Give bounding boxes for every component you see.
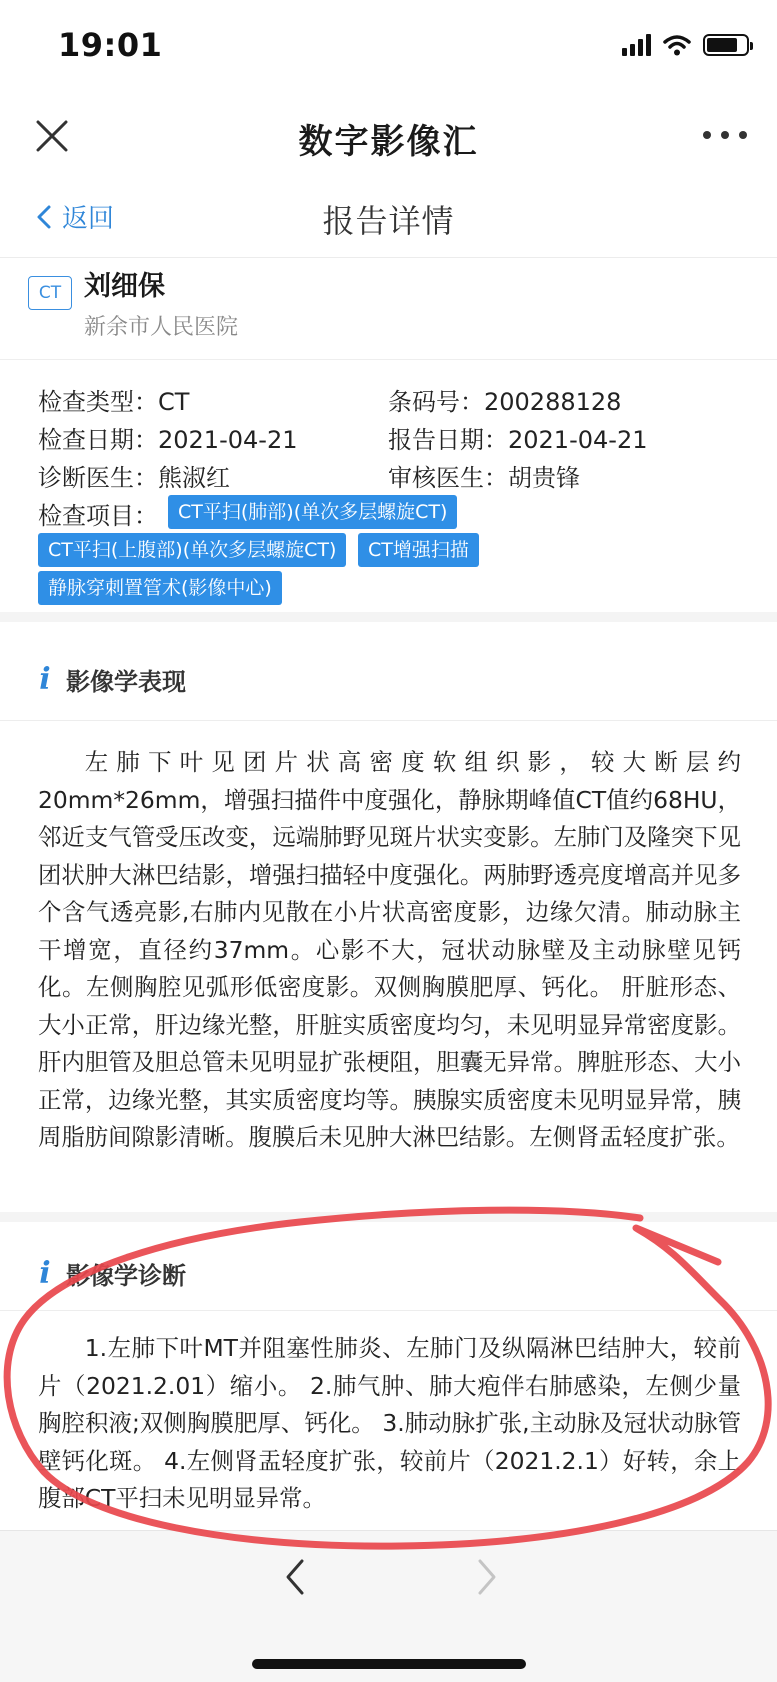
exam-date [38, 420, 297, 455]
findings-heading-label: 影像学表现 [66, 668, 186, 696]
exam-date-label: 检查日期： [38, 426, 158, 454]
divider [0, 720, 777, 721]
exam-item-tag: 静脉穿刺置管术(影像中心) [38, 571, 282, 605]
sub-nav [0, 180, 777, 258]
barcode [388, 382, 621, 417]
diagnosis-section [0, 1222, 777, 1530]
hospital-name: 新余市人民医院 [84, 315, 239, 340]
more-options-icon[interactable] [703, 120, 747, 150]
barcode-value: 200288128 [484, 388, 622, 416]
chevron-left-icon[interactable] [278, 1555, 312, 1599]
status-time: 19:01 [58, 26, 163, 64]
cellular-signal-icon [622, 34, 651, 56]
exam-type-value: CT [158, 388, 190, 416]
diagnosis-heading [38, 1256, 186, 1291]
reviewing-doctor [388, 458, 580, 493]
battery-icon [703, 34, 749, 56]
exam-type [38, 382, 189, 417]
report-date [388, 420, 647, 455]
doctor-value: 熊淑红 [158, 464, 230, 492]
reviewer-value: 胡贵锋 [508, 464, 580, 492]
nav-bar [0, 90, 777, 180]
exam-item-tag: CT平扫(上腹部)(单次多层螺旋CT) [38, 533, 346, 567]
exam-type-label: 检查类型： [38, 388, 158, 416]
patient-name: 刘细保 [84, 271, 165, 302]
status-icons [622, 34, 749, 56]
exam-item-tag: CT增强扫描 [358, 533, 479, 567]
exam-info [0, 362, 777, 622]
reviewer-label: 审核医生： [388, 464, 508, 492]
info-icon: i [39, 662, 51, 697]
report-date-value: 2021-04-21 [508, 426, 648, 454]
barcode-label: 条码号： [388, 388, 484, 416]
page-title: 报告详情 [322, 202, 455, 240]
findings-text: 左肺下叶见团片状高密度软组织影，较大断层约20mm*26mm，增强扫描件中度强化，静脉期峰值CT值约68HU，邻近支气管受压改变，远端肺野见斑片状实变影。左肺门及隆突下见团状肿大淋巴结影，增强扫描轻中度强化。两肺野透亮度增高并见多个含气透亮影,右肺内见散在小片状高密度影，边缘欠清。肺动脉主干增宽，直径约37mm。心影不大，冠状动脉壁及主动脉壁见钙化。左侧胸腔见弧形低密度影。双侧胸膜肥厚、钙化。 肝脏形态、大小正常，肝边缘光整，肝脏实质密度均匀，未见明显异常密度影。肝内胆管及胆总管未见明显扩张梗阻，胆囊无异常。脾脏形态、大小正常，边缘光整，其实质密度均等。胰腺实质密度未见明显异常，胰周脂肪间隙影清晰。腹膜后未见肿大淋巴结影。左侧肾盂轻度扩张。 [38, 748, 741, 1151]
wifi-icon [663, 34, 691, 56]
modality-badge: CT [28, 276, 72, 310]
status-bar [0, 0, 777, 90]
doctor-label: 诊断医生： [38, 464, 158, 492]
section-separator [0, 1212, 777, 1222]
patient-header [0, 260, 777, 360]
divider [0, 1310, 777, 1311]
exam-items-label: 检查项目： [38, 502, 158, 530]
findings-heading [38, 662, 186, 697]
chevron-right-icon[interactable] [470, 1555, 504, 1599]
diagnosis-text: 1.左肺下叶MT并阻塞性肺炎、左肺门及纵隔淋巴结肿大，较前片（2021.2.01）缩小。 2.肺气肿、肺大疱伴右肺感染，左侧少量胸腔积液;双侧胸膜肥厚、钙化。 3.肺动脉扩张,主动脉及冠状动脉管壁钙化斑。 4.左侧肾盂轻度扩张，较前片（2021.2.1）好转，余上腹部CT平扫未见明显异常。 [38, 1334, 741, 1512]
report-date-label: 报告日期： [388, 426, 508, 454]
diagnosing-doctor [38, 458, 230, 493]
findings-section [0, 632, 777, 1212]
bottom-nav [0, 1530, 777, 1682]
exam-date-value: 2021-04-21 [158, 426, 298, 454]
info-icon: i [39, 1256, 51, 1291]
exam-item-tag: CT平扫(肺部)(单次多层螺旋CT) [168, 495, 457, 529]
back-label: 返回 [62, 204, 115, 234]
app-title: 数字影像汇 [298, 122, 479, 162]
diagnosis-heading-label: 影像学诊断 [66, 1262, 186, 1290]
home-indicator [252, 1659, 526, 1669]
